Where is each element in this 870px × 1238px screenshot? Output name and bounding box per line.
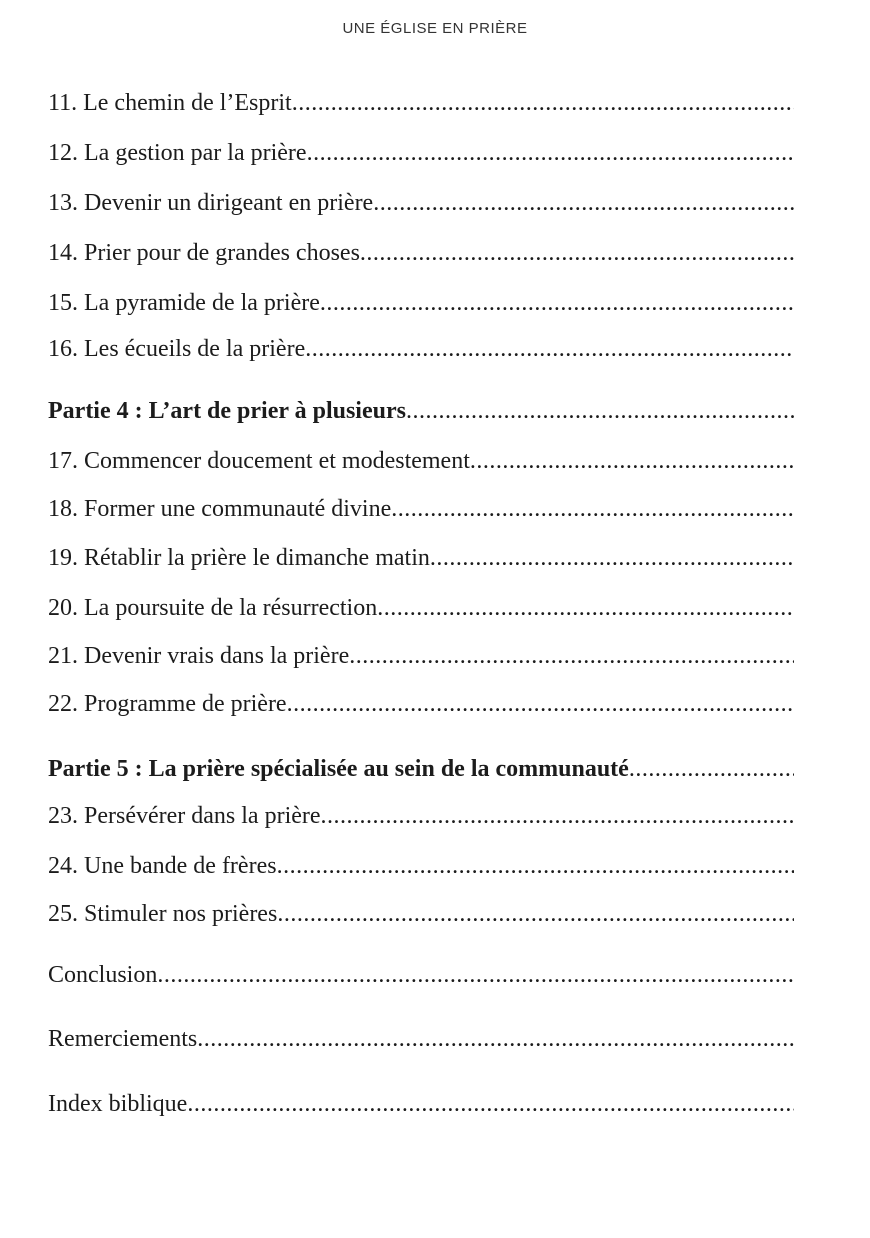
- running-head: UNE ÉGLISE EN PRIÈRE: [342, 20, 528, 37]
- toc-entry-label: 14. Prier pour de grandes choses: [48, 240, 360, 266]
- dot-leader: [277, 899, 794, 929]
- toc-entry-label: 13. Devenir un dirigeant en prière: [48, 190, 374, 216]
- dot-leader: [470, 446, 794, 476]
- dot-leader: [277, 851, 794, 881]
- toc-part-label: Partie 5 : La prière spécialisée au sein de la communauté: [48, 756, 629, 782]
- dot-leader: [197, 1024, 794, 1054]
- dot-leader: [292, 88, 794, 118]
- toc-entry: [48, 238, 794, 268]
- dot-leader: [321, 801, 794, 831]
- toc-entry: [48, 641, 794, 671]
- toc-entry: [48, 494, 794, 524]
- toc-entry-label: 17. Commencer doucement et modestement: [48, 448, 470, 474]
- dot-leader: [373, 188, 794, 218]
- toc-entry-label: 11. Le chemin de l’Esprit: [48, 90, 292, 116]
- toc-entry: [48, 138, 794, 168]
- toc-entry: [48, 188, 794, 218]
- toc-entry-label: 16. Les écueils de la prière: [48, 336, 306, 362]
- toc-entry-label: 24. Une bande de frères: [48, 853, 277, 879]
- toc-entry: [48, 1024, 794, 1054]
- toc-part-heading: [48, 754, 794, 784]
- dot-leader: [157, 960, 794, 990]
- dot-leader: [349, 641, 794, 671]
- toc-entry-label: 18. Former une communauté divine: [48, 496, 392, 522]
- toc-entry-label: 23. Persévérer dans la prière: [48, 803, 321, 829]
- toc-part-heading: [48, 396, 794, 426]
- toc-entry: [48, 960, 794, 990]
- toc-entry: [48, 593, 794, 623]
- toc-entry-label: Conclusion: [48, 962, 158, 988]
- dot-leader: [360, 238, 794, 268]
- table-of-contents: [48, 0, 794, 1238]
- toc-entry: [48, 543, 794, 573]
- toc-entry: [48, 334, 794, 364]
- toc-entry-label: 20. La poursuite de la résurrection: [48, 595, 378, 621]
- toc-entry-label: 25. Stimuler nos prières: [48, 901, 278, 927]
- toc-entry: [48, 1089, 794, 1119]
- dot-leader: [430, 543, 794, 573]
- dot-leader: [307, 138, 794, 168]
- toc-entry-label: 21. Devenir vrais dans la prière: [48, 643, 350, 669]
- dot-leader: [406, 396, 794, 426]
- toc-entry-label: Remerciements: [48, 1026, 198, 1052]
- dot-leader: [287, 689, 794, 719]
- dot-leader: [377, 593, 794, 623]
- toc-entry: [48, 689, 794, 719]
- toc-entry-label: Index biblique: [48, 1091, 188, 1117]
- dot-leader: [320, 288, 794, 318]
- toc-entry-label: 22. Programme de prière: [48, 691, 287, 717]
- toc-entry: [48, 288, 794, 318]
- toc-entry-label: 15. La pyramide de la prière: [48, 290, 320, 316]
- toc-entry: [48, 851, 794, 881]
- toc-entry-label: 19. Rétablir la prière le dimanche matin: [48, 545, 430, 571]
- dot-leader: [187, 1089, 794, 1119]
- toc-entry: [48, 446, 794, 476]
- toc-entry: [48, 801, 794, 831]
- toc-entry: [48, 899, 794, 929]
- toc-entry: [48, 88, 794, 118]
- dot-leader: [305, 334, 794, 364]
- toc-part-label: Partie 4 : L’art de prier à plusieurs: [48, 398, 406, 424]
- toc-entry-label: 12. La gestion par la prière: [48, 140, 307, 166]
- dot-leader: [629, 754, 794, 784]
- dot-leader: [391, 494, 794, 524]
